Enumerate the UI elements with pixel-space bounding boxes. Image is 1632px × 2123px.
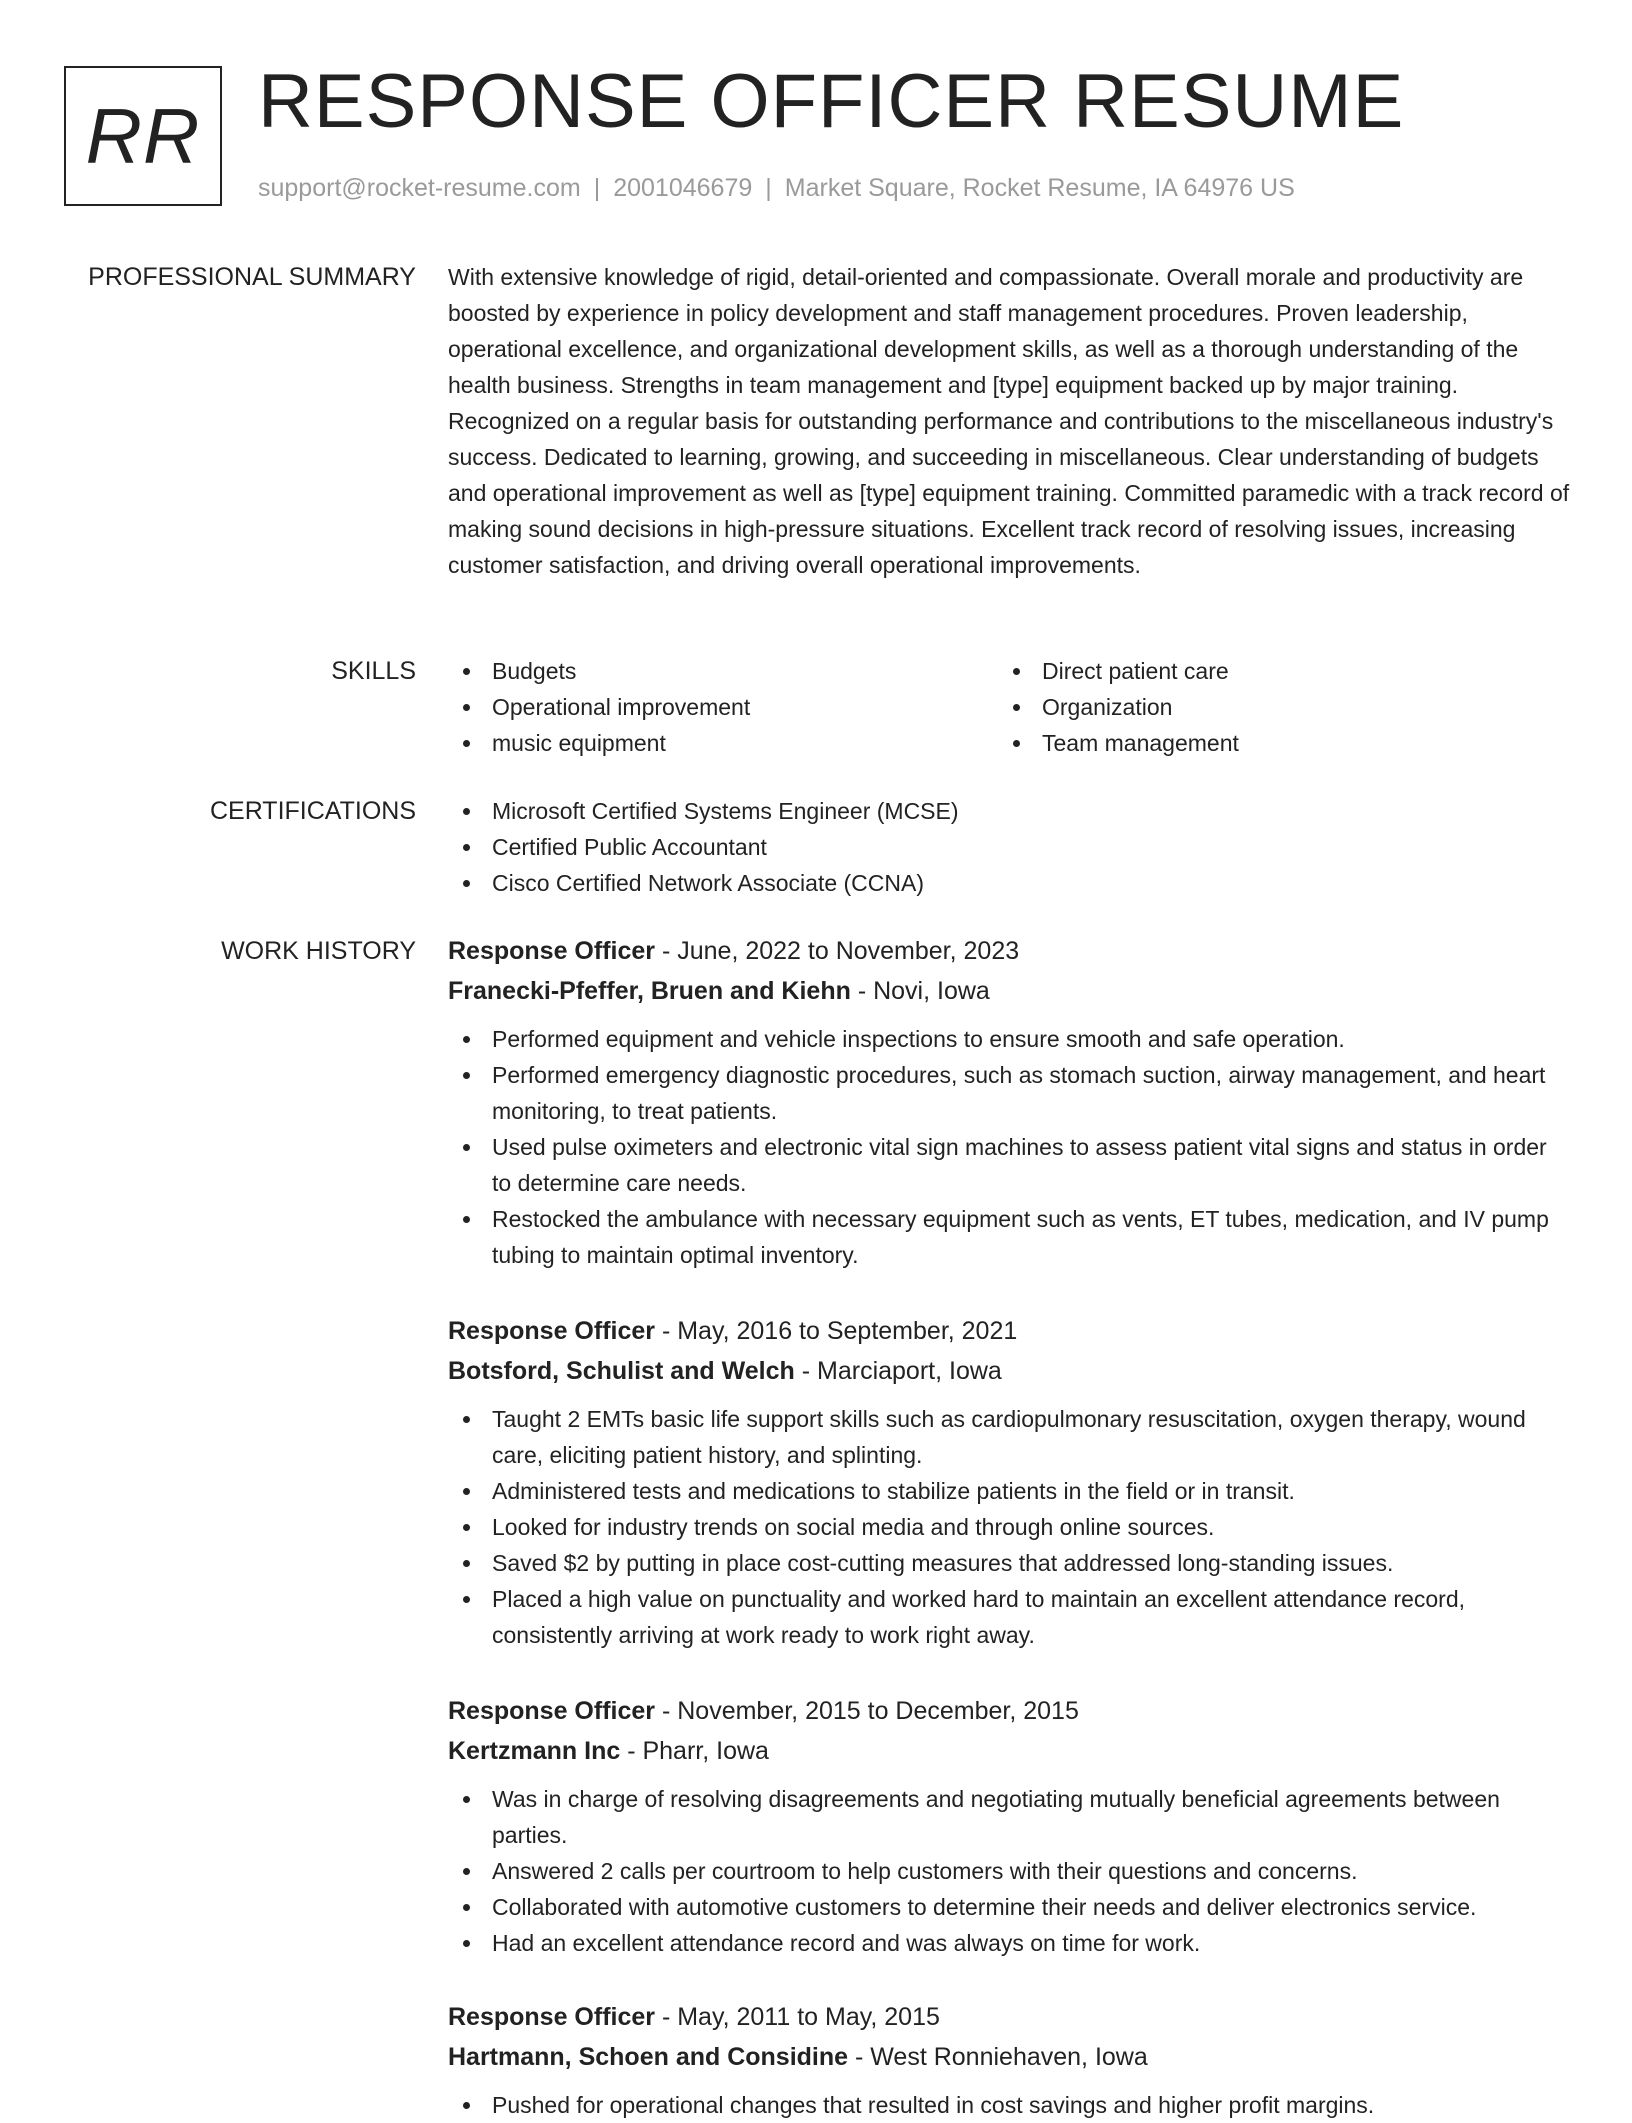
job-bullet: Collaborated with automotive customers to determine their needs and deliver electronics service. <box>448 1889 1572 1925</box>
job-company-line <box>448 1351 1572 1391</box>
job-bullets <box>448 1401 1572 1653</box>
job-company-line <box>448 1731 1572 1771</box>
job-bullet: Saved $2 by putting in place cost-cutting measures that addressed long-standing issues. <box>448 1545 1572 1581</box>
skill-item: Budgets <box>448 653 998 689</box>
job-company-line <box>448 2037 1572 2077</box>
job-bullet: Restocked the ambulance with necessary equipment such as vents, ET tubes, medication, and IV pump tubing to maintain optimal inventory. <box>448 1201 1572 1273</box>
job-title-line <box>448 1691 1572 1731</box>
job-title: Response Officer <box>448 1697 656 1725</box>
contact-separator: | <box>765 174 772 202</box>
job-company: Hartmann, Schoen and Considine <box>448 2043 849 2071</box>
job-title: Response Officer <box>448 1317 656 1345</box>
contact-address: Market Square, Rocket Resume, IA 64976 US <box>784 174 1295 202</box>
job-bullets <box>448 1021 1572 1273</box>
skill-item: Operational improvement <box>448 689 998 725</box>
job-location: - Pharr, Iowa <box>620 1737 769 1765</box>
job-bullet: Taught 2 EMTs basic life support skills such as cardiopulmonary resuscitation, oxygen therapy, wound care, eliciting patient history, and splinting. <box>448 1401 1572 1473</box>
job-dates: - May, 2016 to September, 2021 <box>655 1317 1018 1345</box>
job-bullet: Administered tests and medications to stabilize patients in the field or in transit. <box>448 1473 1572 1509</box>
contact-separator: | <box>593 174 601 202</box>
skills-list-right <box>998 653 1548 761</box>
job-dates: - May, 2011 to May, 2015 <box>655 2003 940 2031</box>
job-location: - Marciaport, Iowa <box>794 1357 1002 1385</box>
job-title: Response Officer <box>448 937 656 965</box>
work-history-heading: WORK HISTORY <box>221 937 416 965</box>
job-bullet: Answered 2 calls per courtroom to help customers with their questions and concerns. <box>448 1853 1572 1889</box>
job-title: Response Officer <box>448 2003 656 2031</box>
job-location: - West Ronniehaven, Iowa <box>848 2043 1148 2071</box>
job-title-line <box>448 931 1572 971</box>
skill-item: Team management <box>998 725 1548 761</box>
job-bullets <box>448 2087 1572 2123</box>
job-entry <box>448 1691 1572 1961</box>
job-bullet: Had an excellent attendance record and was always on time for work. <box>448 1925 1572 1961</box>
job-bullet: Was in charge of resolving disagreements and negotiating mutually beneficial agreements between parties. <box>448 1781 1572 1853</box>
job-bullets <box>448 1781 1572 1961</box>
job-entry <box>448 1311 1572 1653</box>
contact-line <box>258 174 1295 203</box>
contact-email: support@rocket-resume.com <box>258 174 581 202</box>
job-bullet: Used pulse oximeters and electronic vital sign machines to assess patient vital signs and status in order to determine care needs. <box>448 1129 1572 1201</box>
skills-list-left <box>448 653 998 761</box>
certification-item: Microsoft Certified Systems Engineer (MCSE) <box>448 793 1572 829</box>
contact-phone: 2001046679 <box>613 174 753 202</box>
certification-item: Cisco Certified Network Associate (CCNA) <box>448 865 1572 901</box>
job-dates: - November, 2015 to December, 2015 <box>655 1697 1079 1725</box>
skill-item: Direct patient care <box>998 653 1548 689</box>
job-company: Botsford, Schulist and Welch <box>448 1357 795 1385</box>
job-title-line <box>448 1311 1572 1351</box>
job-bullet: Performed emergency diagnostic procedures, such as stomach suction, airway management, and heart monitoring, to treat patients. <box>448 1057 1572 1129</box>
job-location: - Novi, Iowa <box>850 977 990 1005</box>
job-bullet: Placed a high value on punctuality and worked hard to maintain an excellent attendance record, consistently arriving at work ready to work right away. <box>448 1581 1572 1653</box>
monogram-logo: RR <box>64 66 222 206</box>
job-entry <box>448 1997 1572 2123</box>
job-bullet: Performed equipment and vehicle inspections to ensure smooth and safe operation. <box>448 1021 1572 1057</box>
job-bullet: Looked for industry trends on social media and through online sources. <box>448 1509 1572 1545</box>
skills-heading: SKILLS <box>331 657 416 685</box>
certifications-list <box>448 793 1572 901</box>
job-bullet: Pushed for operational changes that resulted in cost savings and higher profit margins. <box>448 2087 1572 2123</box>
summary-heading: PROFESSIONAL SUMMARY <box>88 263 416 291</box>
job-company: Kertzmann Inc <box>448 1737 621 1765</box>
resume-title: RESPONSE OFFICER RESUME <box>258 59 1405 144</box>
job-dates: - June, 2022 to November, 2023 <box>655 937 1020 965</box>
job-entry <box>448 931 1572 1273</box>
certifications-heading: CERTIFICATIONS <box>209 797 416 825</box>
job-company: Franecki-Pfeffer, Bruen and Kiehn <box>448 977 851 1005</box>
job-title-line <box>448 1997 1572 2037</box>
skill-item: Organization <box>998 689 1548 725</box>
certification-item: Certified Public Accountant <box>448 829 1572 865</box>
skill-item: music equipment <box>448 725 998 761</box>
job-company-line <box>448 971 1572 1011</box>
summary-text: With extensive knowledge of rigid, detail-oriented and compassionate. Overall morale and productivity are boosted by experience in policy development and staff management procedures. Proven leadership, operational excellence, and organizational development skills, as well as a thorough understanding of the health business. Strengths in team management and [type] equipment backed up by major training. Recognized on a regular basis for outstanding performance and contributions to the miscellaneous industry's success. Dedicated to learning, growing, and succeeding in miscellaneous. Clear understanding of budgets and operational improvement as well as [type] equipment training. Committed paramedic with a track record of making sound decisions in high-pressure situations. Excellent track record of resolving issues, increasing customer satisfaction, and driving overall operational improvements. <box>448 264 1570 578</box>
